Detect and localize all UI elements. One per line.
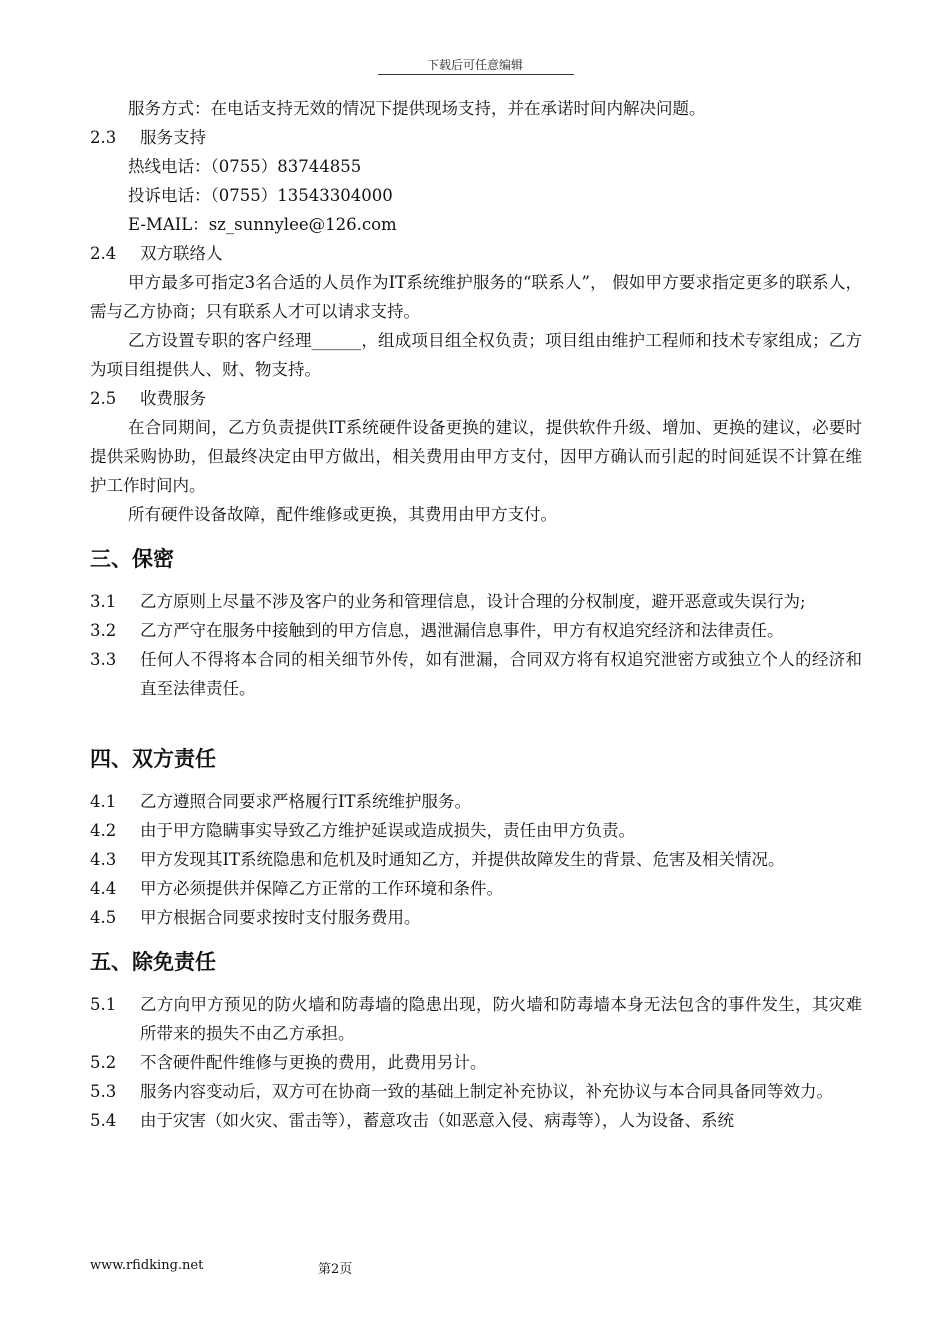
clause-item [90,1077,862,1106]
section-2-5-heading [90,384,862,413]
document-body [90,94,862,1135]
section-4-list [90,787,862,932]
clause-item [90,990,862,1048]
section-4-title: 四、双方责任 [90,747,216,771]
section-title: 服务支持 [140,128,206,147]
clause-number: 3.2 [90,621,117,640]
footer-page-number: 第2页 [318,1262,353,1277]
fee-paragraph: 在合同期间，乙方负责提供IT系统硬件设备更换的建议，提供软件升级、增加、更换的建议，必要时提供采购协助，但最终决定由甲方做出，相关费用由甲方支付，因甲方确认而引起的时间延误不计算在维护工作时间内。 [90,418,862,495]
clause-number: 4.2 [90,821,117,840]
clause-item [90,903,862,932]
clause-number: 4.1 [90,792,117,811]
clause-number: 3.1 [90,592,117,611]
clause-text: 任何人不得将本合同的相关细节外传，如有泄漏，合同双方将有权追究泄密方或独立个人的经济和直至法律责任。 [140,650,862,698]
clause-item [90,787,862,816]
clause-text: 乙方向甲方预见的防火墙和防毒墙的隐患出现，防火墙和防毒墙本身无法包含的事件发生，其灾难所带来的损失不由乙方承担。 [140,995,862,1043]
section-number: 2.5 [90,389,117,408]
email-text: E-MAIL：sz_sunnylee@126.com [128,215,397,234]
clause-number: 4.5 [90,908,117,927]
clause-number: 5.1 [90,995,117,1014]
clause-text: 乙方原则上尽量不涉及客户的业务和管理信息，设计合理的分权制度，避开恶意或失误行为; [140,592,806,611]
clause-text: 甲方根据合同要求按时支付服务费用。 [140,908,421,927]
service-mode-text: 服务方式：在电话支持无效的情况下提供现场支持，并在承诺时间内解决问题。 [128,99,706,118]
section-3-list [90,587,862,703]
clause-number: 5.2 [90,1053,117,1072]
clause-text: 由于灾害（如火灾、雷击等），蓄意攻击（如恶意入侵、病毒等），人为设备、系统 [140,1111,734,1130]
clause-number: 3.3 [90,650,117,669]
clause-item [90,845,862,874]
clause-number: 5.4 [90,1111,117,1130]
section-number: 2.3 [90,128,117,147]
clause-text: 甲方必须提供并保障乙方正常的工作环境和条件。 [140,879,503,898]
clause-number: 4.4 [90,879,117,898]
header-rule [378,74,574,75]
clause-item [90,1106,862,1135]
clause-item [90,874,862,903]
clause-item [90,645,862,703]
clause-number: 5.3 [90,1082,117,1101]
section-title: 双方联络人 [140,244,223,263]
hotline-text: 热线电话：（0755）83744855 [128,157,362,176]
section-number: 2.4 [90,244,117,263]
section-2-3-heading [90,123,862,152]
clause-text: 甲方发现其IT系统隐患和危机及时通知乙方，并提供故障发生的背景、危害及相关情况。 [140,850,785,869]
clause-text: 不含硬件配件维修与更换的费用，此费用另计。 [140,1053,487,1072]
section-title: 收费服务 [140,389,206,408]
complaint-phone-text: 投诉电话：（0755）13543304000 [128,186,393,205]
clause-item [90,1048,862,1077]
clause-text: 乙方遵照合同要求严格履行IT系统维护服务。 [140,792,472,811]
section-5-title: 五、除免责任 [90,950,216,974]
clause-item [90,587,862,616]
page-header: 下载后可任意编辑 [426,58,523,72]
clause-number: 4.3 [90,850,117,869]
section-2-4-heading [90,239,862,268]
clause-text: 服务内容变动后，双方可在协商一致的基础上制定补充协议，补充协议与本合同具备同等效力。 [140,1082,833,1101]
footer-website: www.rfidking.net [90,1258,204,1273]
hardware-fee-paragraph: 所有硬件设备故障，配件维修或更换，其费用由甲方支付。 [128,505,557,524]
clause-item [90,816,862,845]
clause-text: 乙方严守在服务中接触到的甲方信息，遇泄漏信息事件，甲方有权追究经济和法律责任。 [140,621,784,640]
section-3-title: 三、保密 [90,547,174,571]
clause-item [90,616,862,645]
contacts-paragraph: 甲方最多可指定3名合适的人员作为IT系统维护服务的“联系人”， 假如甲方要求指定更多的联系人，需与乙方协商；只有联系人才可以请求支持。 [90,273,862,321]
section-5-list [90,990,862,1135]
clause-text: 由于甲方隐瞒事实导致乙方维护延误或造成损失，责任由甲方负责。 [140,821,635,840]
account-manager-paragraph: 乙方设置专职的客户经理______，组成项目组全权负责；项目组由维护工程师和技术专家组成；乙方为项目组提供人、财、物支持。 [90,331,862,379]
